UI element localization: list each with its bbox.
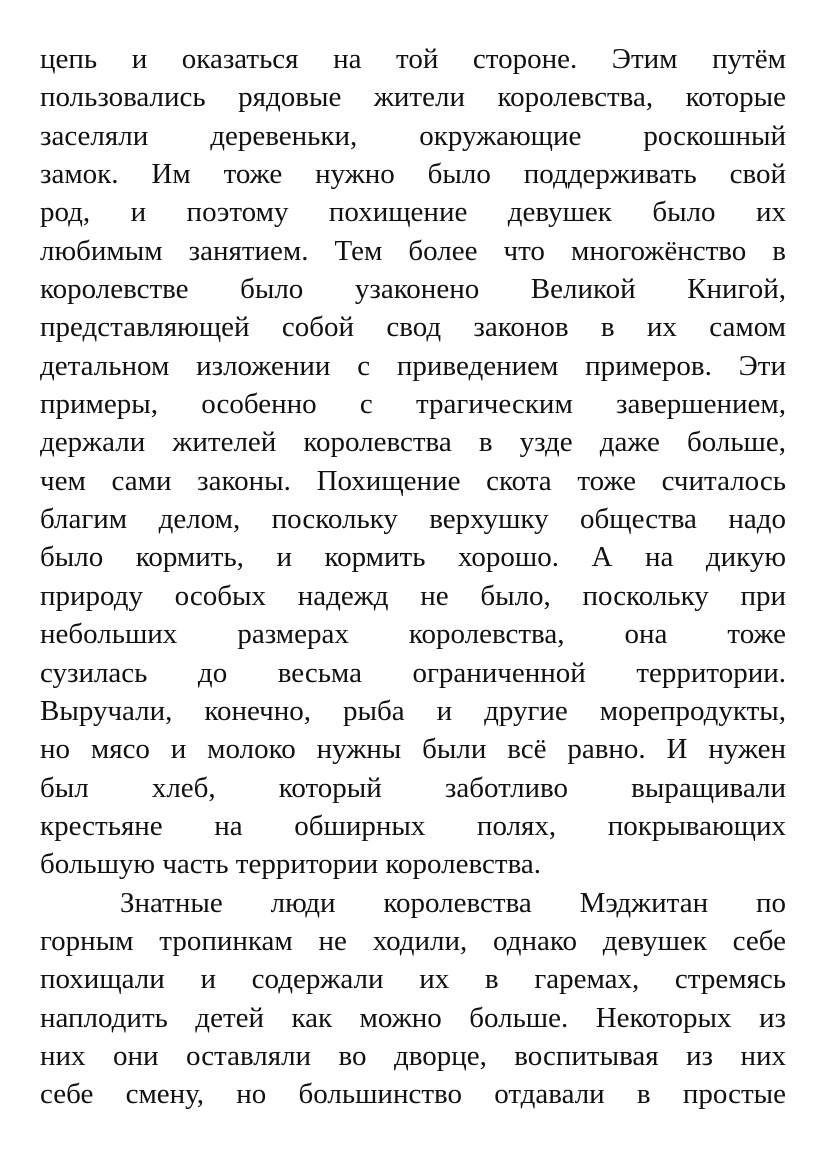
text-line: королевстве было узаконено Великой Книгой, bbox=[40, 273, 786, 306]
text-line: род, и поэтому похищение девушек было их bbox=[40, 196, 786, 229]
text-line: примеры, особенно с трагическим завершением, bbox=[40, 388, 786, 421]
text-line: было кормить, и кормить хорошо. А на дикую bbox=[40, 541, 786, 574]
text-line: крестьяне на обширных полях, покрывающих bbox=[40, 809, 786, 842]
text-line: заселяли деревеньки, окружающие роскошный bbox=[40, 119, 786, 152]
text-line: горным тропинкам не ходили, однако девушек себе bbox=[40, 924, 786, 957]
text-line: сузилась до весьма ограниченной территории. bbox=[40, 656, 786, 689]
text-line: пользовались рядовые жители королевства, которые bbox=[40, 81, 786, 114]
text-line: похищали и содержали их в гаремах, стремясь bbox=[40, 963, 786, 996]
text-line: детальном изложении с приведением примеров. Эти bbox=[40, 349, 786, 382]
paragraph-end-line: большую часть территории королевства. bbox=[40, 848, 542, 881]
text-line: был хлеб, который заботливо выращивали bbox=[40, 771, 786, 804]
text-line: держали жителей королевства в узде даже больше, bbox=[40, 426, 786, 459]
text-line: Выручали, конечно, рыба и другие морепродукты, bbox=[40, 694, 786, 727]
text-line: цепь и оказаться на той стороне. Этим путём bbox=[40, 43, 786, 75]
text-line: чем сами законы. Похищение скота тоже считалось bbox=[40, 464, 786, 497]
text-line: благим делом, поскольку верхушку общества надо bbox=[40, 503, 786, 536]
text-line: представляющей собой свод законов в их самом bbox=[40, 311, 786, 344]
text-line: них они оставляли во дворце, воспитывая из них bbox=[40, 1039, 786, 1072]
text-line: любимым занятием. Тем более что многожёнство в bbox=[40, 234, 786, 267]
text-line: себе смену, но большинство отдавали в простые bbox=[40, 1078, 786, 1111]
text-line: наплодить детей как можно больше. Некоторых из bbox=[40, 1001, 786, 1034]
text-line: небольших размерах королевства, она тоже bbox=[40, 618, 786, 651]
document-page bbox=[40, 40, 786, 1114]
paragraph-start-line: Знатные люди королевства Мэджитан по bbox=[120, 886, 786, 919]
text-line: но мясо и молоко нужны были всё равно. И нужен bbox=[40, 733, 786, 766]
text-line: замок. Им тоже нужно было поддерживать свой bbox=[40, 158, 786, 191]
text-line: природу особых надежд не было, поскольку при bbox=[40, 579, 786, 612]
